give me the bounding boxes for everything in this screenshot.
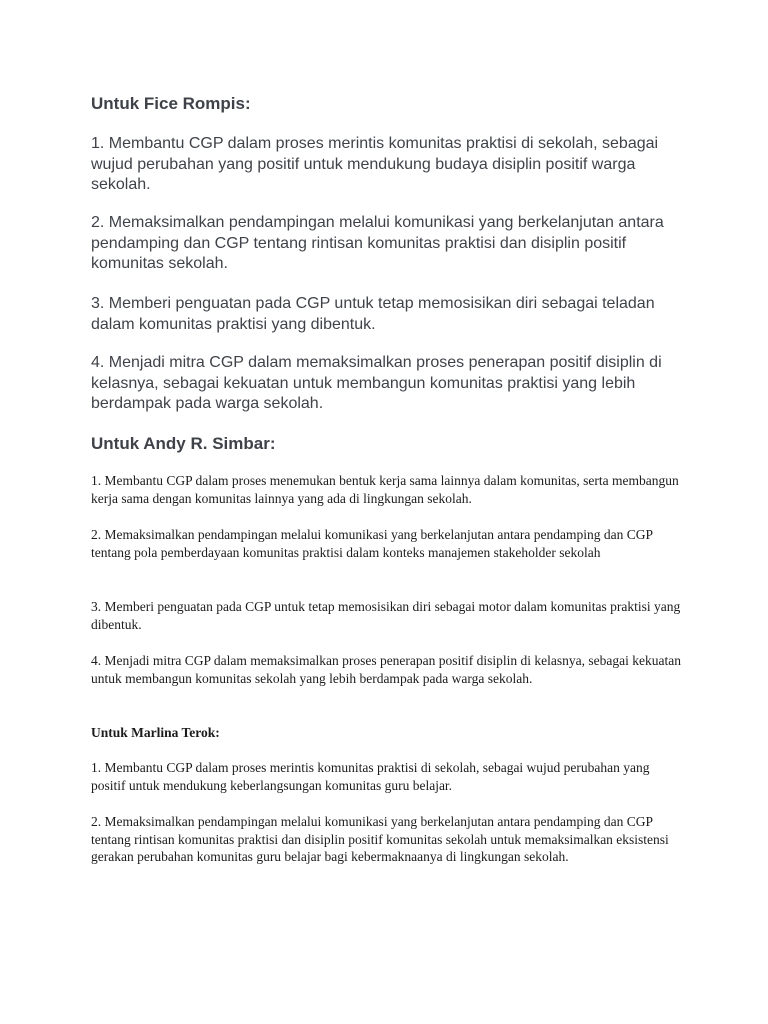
marlina-item-1: 1. Membantu CGP dalam proses merintis komunitas praktisi di sekolah, sebagai wujud perubahan yang positif untuk mendukung keberlangsungan komunitas guru belajar.: [91, 760, 650, 793]
fice-item-1: 1. Membantu CGP dalam proses merintis komunitas praktisi di sekolah, sebagai wujud perubahan yang positif untuk mendukung budaya disiplin positif warga sekolah.: [91, 135, 659, 193]
andy-item-1: 1. Membantu CGP dalam proses menemukan bentuk kerja sama lainnya dalam komunitas, serta membangun kerja sama dengan komunitas lainnya yang ada di lingkungan sekolah.: [91, 473, 679, 506]
andy-item-2: 2. Memaksimalkan pendampingan melalui komunikasi yang berkelanjutan antara pendamping dan CGP tentang pola pemberdayaan komunitas praktisi dalam konteks manajemen stakeholder sekolah: [91, 527, 653, 560]
section-title-marlina-terok: Untuk Marlina Terok:: [91, 725, 220, 740]
fice-item-3: 3. Memberi penguatan pada CGP untuk tetap memosisikan diri sebagai teladan dalam komunitas praktisi yang dibentuk.: [91, 295, 655, 333]
section-title-fice-rompis: Untuk Fice Rompis:: [91, 94, 251, 113]
section-title-andy-simbar: Untuk Andy R. Simbar:: [91, 434, 276, 453]
andy-item-4: 4. Menjadi mitra CGP dalam memaksimalkan proses penerapan positif disiplin di kelasnya, sebagai kekuatan untuk membangun komunitas sekolah yang lebih berdampak pada warga sekolah.: [91, 653, 681, 686]
andy-item-3: 3. Memberi penguatan pada CGP untuk tetap memosisikan diri sebagai motor dalam komunitas praktisi yang dibentuk.: [91, 599, 681, 632]
fice-item-4: 4. Menjadi mitra CGP dalam memaksimalkan proses penerapan positif disiplin di kelasnya, sebagai kekuatan untuk membangun komunitas praktisi yang lebih berdampak pada warga sekolah.: [91, 354, 662, 412]
fice-item-2: 2. Memaksimalkan pendampingan melalui komunikasi yang berkelanjutan antara pendamping dan CGP tentang rintisan komunitas praktisi dan disiplin positif komunitas sekolah.: [91, 214, 664, 272]
marlina-item-2: 2. Memaksimalkan pendampingan melalui komunikasi yang berkelanjutan antara pendamping dan CGP tentang rintisan komunitas praktisi dan disiplin positif komunitas sekolah untuk memaksimalkan eksistensi gerakan perubahan komunitas guru belajar bagi kebermaknaanya di lingkungan sekolah.: [91, 814, 669, 864]
